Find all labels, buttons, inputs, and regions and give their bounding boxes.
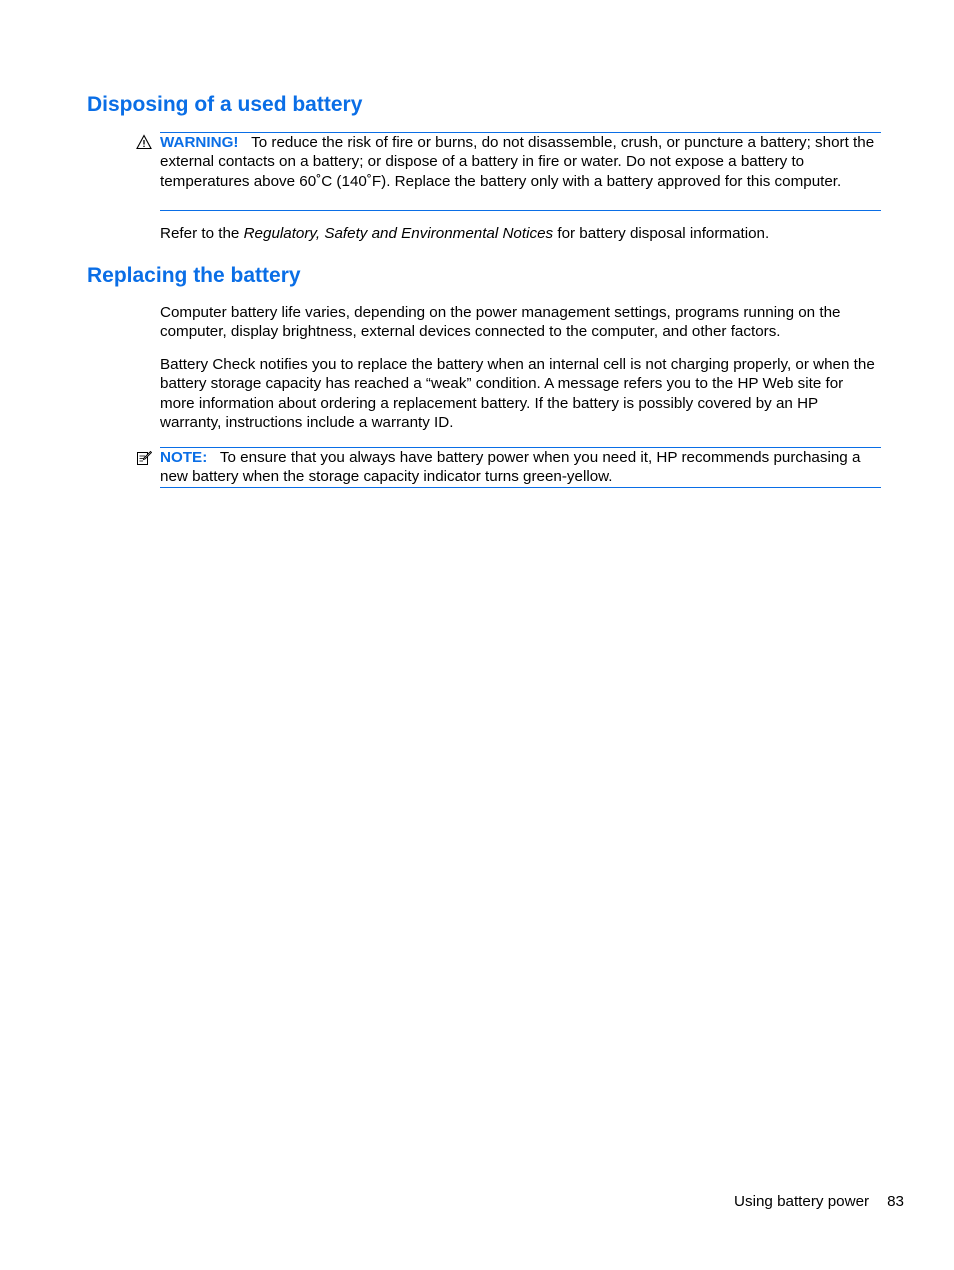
- warning-callout: [160, 132, 881, 211]
- note-callout: [160, 447, 881, 488]
- section-heading-disposing: Disposing of a used battery: [87, 93, 363, 116]
- warning-triangle-icon: [136, 134, 152, 150]
- refer-text-after: for battery disposal information.: [553, 225, 770, 242]
- warning-label: WARNING!: [160, 134, 239, 151]
- page-footer: [734, 1192, 904, 1211]
- warning-text: To reduce the risk of fire or burns, do not disassemble, crush, or puncture a battery; short the external contacts on a battery; or dispose of a battery in fire or water. Do not expose a battery to temperatures above 60˚C (140˚F). Replace the battery only with a battery approved for this computer.: [160, 134, 875, 190]
- note-pencil-icon: [136, 450, 152, 466]
- note-label: NOTE:: [160, 449, 208, 466]
- refer-paragraph: [160, 224, 882, 243]
- battery-life-paragraph: Computer battery life varies, depending on the power management settings, programs running on the computer, display brightness, external devices connected to the computer, and other factors.: [160, 304, 841, 341]
- note-text: To ensure that you always have battery power when you need it, HP recommends purchasing a new battery when the storage capacity indicator turns green-yellow.: [160, 449, 861, 486]
- page-number: 83: [887, 1193, 904, 1210]
- regulatory-notices-title: Regulatory, Safety and Environmental Notices: [243, 225, 554, 242]
- refer-text-before: Refer to the: [160, 225, 244, 242]
- section-heading-replacing: Replacing the battery: [87, 264, 301, 287]
- footer-section-title: Using battery power: [734, 1193, 870, 1210]
- battery-check-paragraph: Battery Check notifies you to replace the battery when an internal cell is not charging properly, or when the battery storage capacity has reached a “weak” condition. A message refers you to the HP Web site for more information about ordering a replacement battery. If the battery is possibly covered by an HP warranty, instructions include a warranty ID.: [160, 356, 875, 432]
